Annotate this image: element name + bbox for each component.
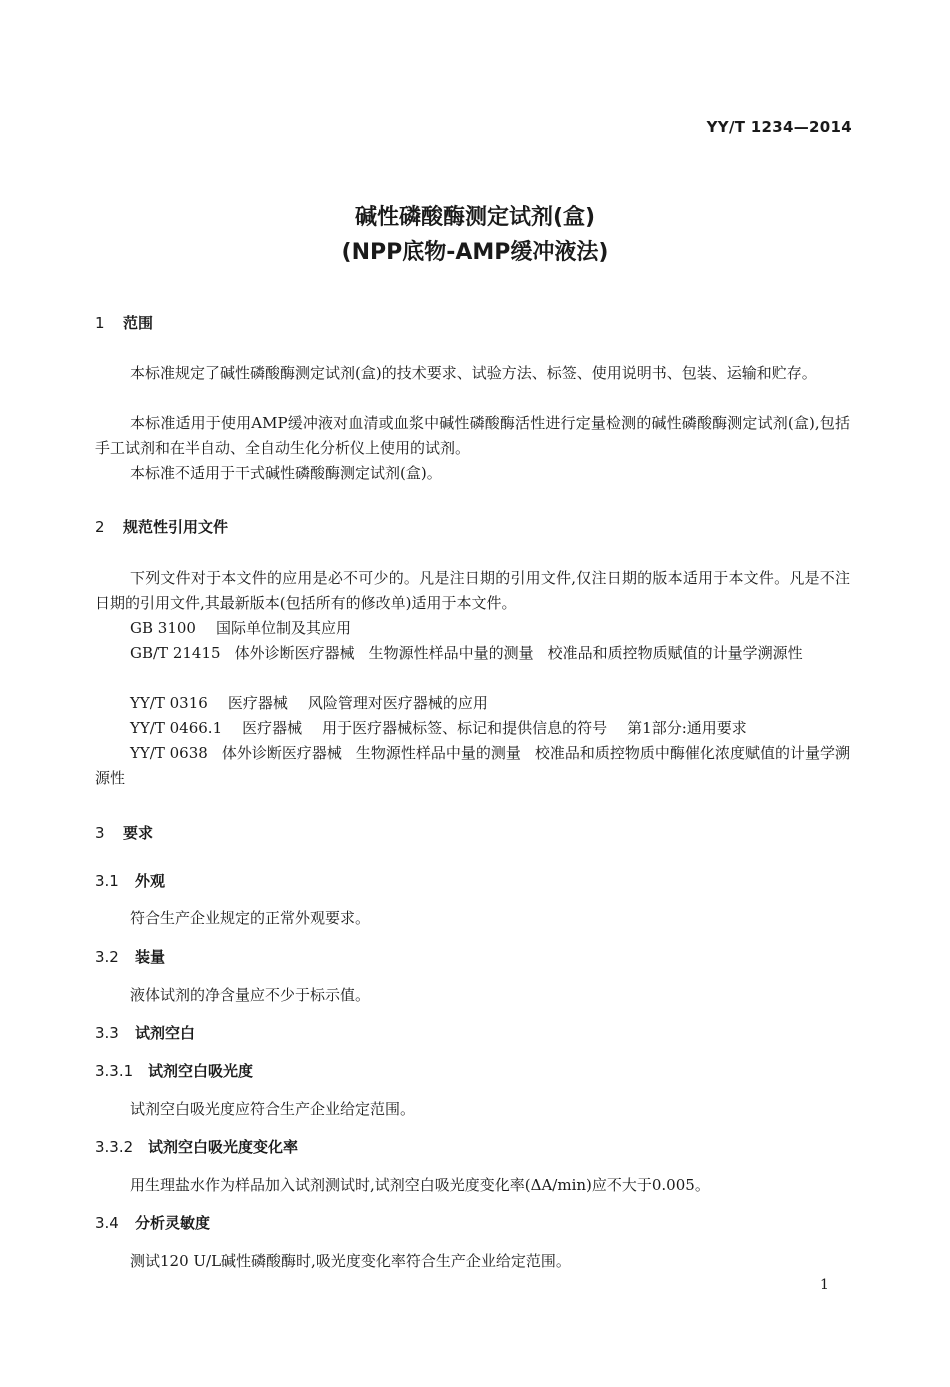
subsection-number: 3.2: [95, 948, 119, 966]
section-title: 范围: [123, 314, 154, 332]
subsection-number: 3.1: [95, 872, 119, 890]
reference-title-part: 校准品和质控物质赋值的计量学溯源性: [547, 644, 803, 662]
paragraph: 用生理盐水作为样品加入试剂测试时,试剂空白吸光度变化率(ΔA/min)应不大于0.005。: [130, 1176, 710, 1194]
reference-title-part: 生物源性样品中量的测量: [368, 644, 534, 662]
section-number: 2: [95, 518, 105, 536]
reference-title-part: 国际单位制及其应用: [215, 619, 351, 637]
reference-item: [95, 691, 850, 716]
document-title-line-2: (NPP底物-AMP缓冲液法): [341, 240, 609, 265]
subsection-title: 外观: [135, 872, 166, 890]
reference-item: [95, 741, 850, 791]
reference-item: [95, 716, 850, 741]
subsection-heading-appearance: [95, 870, 165, 891]
reference-title-part: 用于医疗器械标签、标记和提供信息的符号: [322, 719, 608, 737]
reference-title-part: 生物源性样品中量的测量: [355, 744, 521, 762]
reference-title-part: 医疗器械: [242, 719, 303, 737]
reference-code: GB/T 21415: [130, 644, 221, 662]
reference-title-part: 校准品和质控物质中酶催化浓度赋值的计量学溯源性: [95, 744, 850, 787]
paragraph: 下列文件对于本文件的应用是必不可少的。凡是注日期的引用文件,仅注日期的版本适用于本文件。凡是不注日期的引用文件,其最新版本(包括所有的修改单)适用于本文件。: [95, 569, 850, 612]
subsection-title: 装量: [135, 948, 166, 966]
reference-code: GB 3100: [130, 619, 196, 637]
document-title-line-1: 碱性磷酸酶测定试剂(盒): [354, 205, 596, 230]
page-number: 1: [820, 1277, 829, 1293]
subsection-title: 试剂空白吸光度变化率: [148, 1138, 299, 1156]
subsection-heading-loading: [95, 946, 165, 967]
subsection-heading-analytical-sensitivity: [95, 1212, 210, 1233]
paragraph: 符合生产企业规定的正常外观要求。: [130, 909, 371, 927]
reference-item: [95, 616, 850, 641]
section-heading-normative-references: [95, 516, 228, 537]
subsection-number: 3.3.1: [95, 1062, 134, 1080]
section-heading-requirements: [95, 822, 153, 843]
reference-title-part: 风险管理对医疗器械的应用: [307, 694, 488, 712]
paragraph: 测试120 U/L碱性磷酸酶时,吸光度变化率符合生产企业给定范围。: [130, 1252, 571, 1270]
subsection-number: 3.3: [95, 1024, 119, 1042]
paragraph: 本标准规定了碱性磷酸酶测定试剂(盒)的技术要求、试验方法、标签、使用说明书、包装、运输和贮存。: [130, 364, 817, 382]
subsection-heading-blank-absorbance: [95, 1060, 253, 1081]
paragraph: 本标准不适用于干式碱性磷酸酶测定试剂(盒)。: [130, 464, 442, 482]
reference-title-part: 体外诊断医疗器械: [221, 744, 342, 762]
paragraph: 本标准适用于使用AMP缓冲液对血清或血浆中碱性磷酸酶活性进行定量检测的碱性磷酸酶测定试剂(盒),包括手工试剂和在半自动、全自动生化分析仪上使用的试剂。: [95, 414, 850, 457]
subsection-number: 3.3.2: [95, 1138, 134, 1156]
reference-code: YY/T 0466.1: [130, 719, 223, 737]
reference-title-part: 第1部分:通用要求: [627, 719, 747, 737]
standard-code: YY/T 1234—2014: [706, 118, 852, 136]
paragraph: 试剂空白吸光度应符合生产企业给定范围。: [130, 1100, 416, 1118]
subsection-heading-blank-absorbance-rate: [95, 1136, 298, 1157]
section-title: 要求: [123, 824, 154, 842]
reference-title-part: 体外诊断医疗器械: [234, 644, 355, 662]
reference-code: YY/T 0316: [130, 694, 208, 712]
subsection-number: 3.4: [95, 1214, 119, 1232]
subsection-heading-reagent-blank: [95, 1022, 195, 1043]
section-number: 1: [95, 314, 105, 332]
section-number: 3: [95, 824, 105, 842]
reference-item: [95, 641, 850, 666]
reference-code: YY/T 0638: [130, 744, 208, 762]
paragraph: 液体试剂的净含量应不少于标示值。: [130, 986, 371, 1004]
section-title: 规范性引用文件: [123, 518, 229, 536]
subsection-title: 试剂空白: [135, 1024, 196, 1042]
section-heading-scope: [95, 312, 153, 333]
reference-title-part: 医疗器械: [227, 694, 288, 712]
subsection-title: 分析灵敏度: [135, 1214, 211, 1232]
subsection-title: 试剂空白吸光度: [148, 1062, 254, 1080]
